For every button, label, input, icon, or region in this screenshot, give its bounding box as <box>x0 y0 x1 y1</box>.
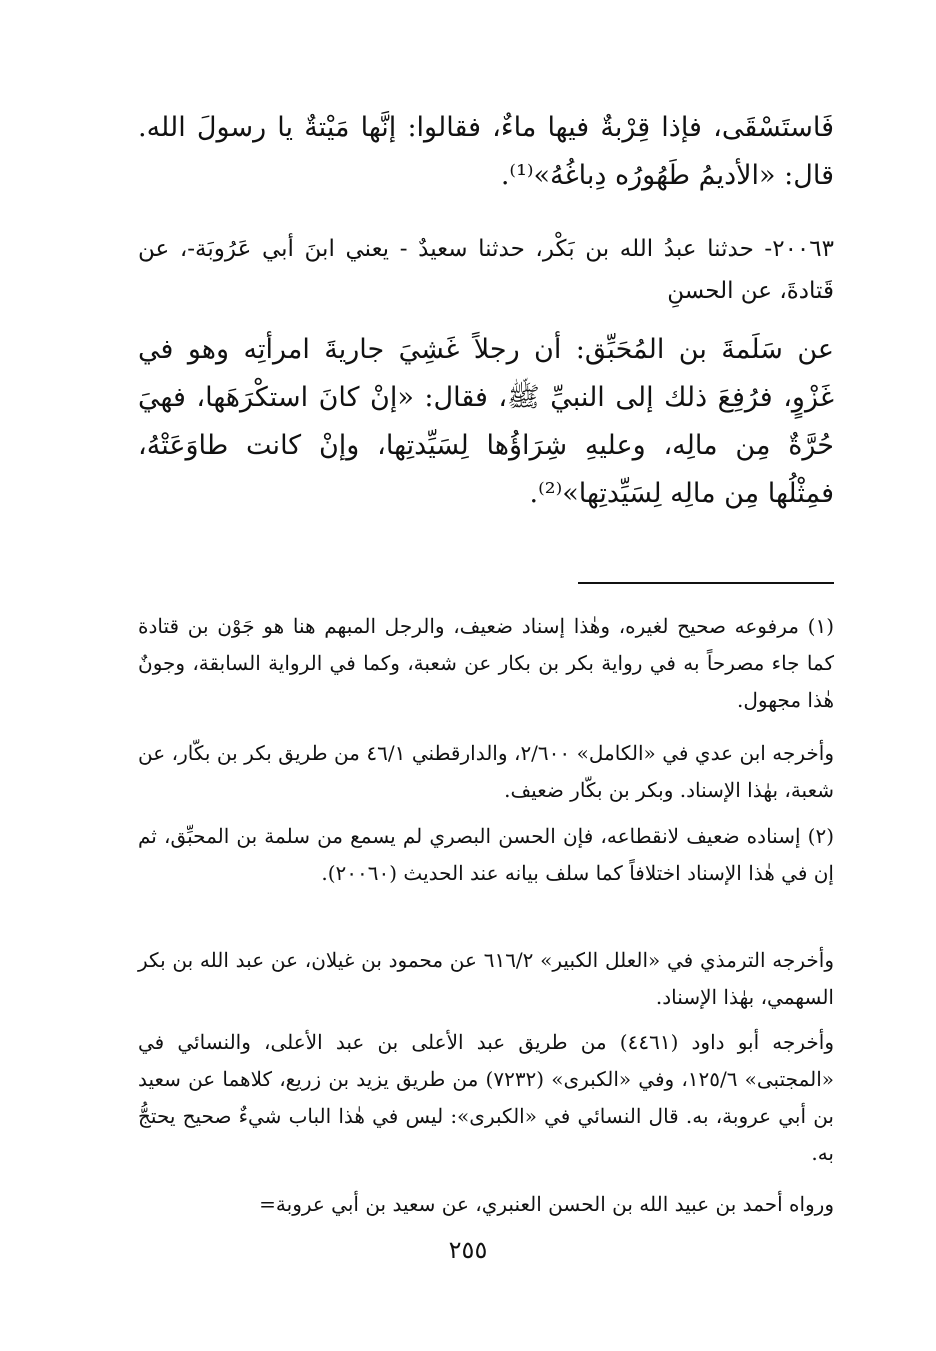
footnote-2-continuation-b: وأخرجه أبو داود (٤٤٦١) من طريق عبد الأعلى بن عبد الأعلى، والنسائي في «المجتبى» ١٢٥/٦، وفي «الكبرى» (٧٢٣٢) من طريق يزيد بن زريع، كلاهما عن سعيد بن أبي عروبة، به. قال النسائي في «الكبرى»: ليس في هٰذا الباب شيءٌ صحيح يحتجُّ به. <box>138 1030 834 1165</box>
footnote-2-continuation-a: وأخرجه الترمذي في «العلل الكبير» ٦١٦/٢ عن محمود بن غيلان، عن عبد الله بن بكر السهمي، بهٰذا الإسناد. <box>138 948 834 1009</box>
opening-paragraph: فَاستَسْقَى، فإذا قِرْبةٌ فيها ماءٌ، فقالوا: إنَّها مَيْتةٌ يا رسولَ الله. قال: «الأديمُ طَهُورُه دِباغُهُ»⁽¹⁾. <box>138 112 834 191</box>
hadith-chain: ٢٠٠٦٣- حدثنا عبدُ الله بن بَكْر، حدثنا سعيدٌ - يعني ابنَ أبي عَرُوبَة-، عن قَتادةَ، عن الحسنِ <box>138 236 834 304</box>
page-number: ٢٥٥ <box>448 1236 488 1264</box>
footnote-2: (٢) إسناده ضعيف لانقطاعه، فإن الحسن البصري لم يسمع من سلمة بن المحبِّق، ثم إن في هٰذا الإسناد اختلافاً كما سلف بيانه عند الحديث (٢٠٠٦٠). <box>138 824 834 885</box>
footnote-divider <box>578 582 834 584</box>
footnote-1-continuation: وأخرجه ابن عدي في «الكامل» ٢/٦٠٠، والدارقطني ٤٦/١ من طريق بكر بن بكّار، عن شعبة، بهٰذا الإسناد. وبكر بن بكّار ضعيف. <box>138 741 834 802</box>
hadith-text: عن سَلَمةَ بن المُحَبِّق: أن رجلاً غَشِيَ جاريةَ امرأتِه وهو في غَزْوٍ، فرُفِعَ ذلك إلى النبيِّ ﷺ، فقال: «إنْ كانَ استكْرَهَها، فهيَ حُرَّةٌ مِن مالِه، وعليهِ شِرَاؤُها لِسَيِّدتِها، وإنْ كانت طاوَعَتْهُ، فمِثْلُها مِن مالِه لِسَيِّدتِها»⁽²⁾. <box>138 334 834 509</box>
footnote-1: (١) مرفوعه صحيح لغيره، وهٰذا إسناد ضعيف، والرجل المبهم هنا هو جَوْن بن قتادة كما جاء مصرحاً به في رواية بكر بن بكار عن شعبة، وكما في الرواية السابقة، وجونٌ هٰذا مجهول. <box>138 614 835 712</box>
footnote-2-continuation-c: ورواه أحمد بن عبيد الله بن الحسن العنبري، عن سعيد بن أبي عروبة= <box>259 1192 834 1216</box>
